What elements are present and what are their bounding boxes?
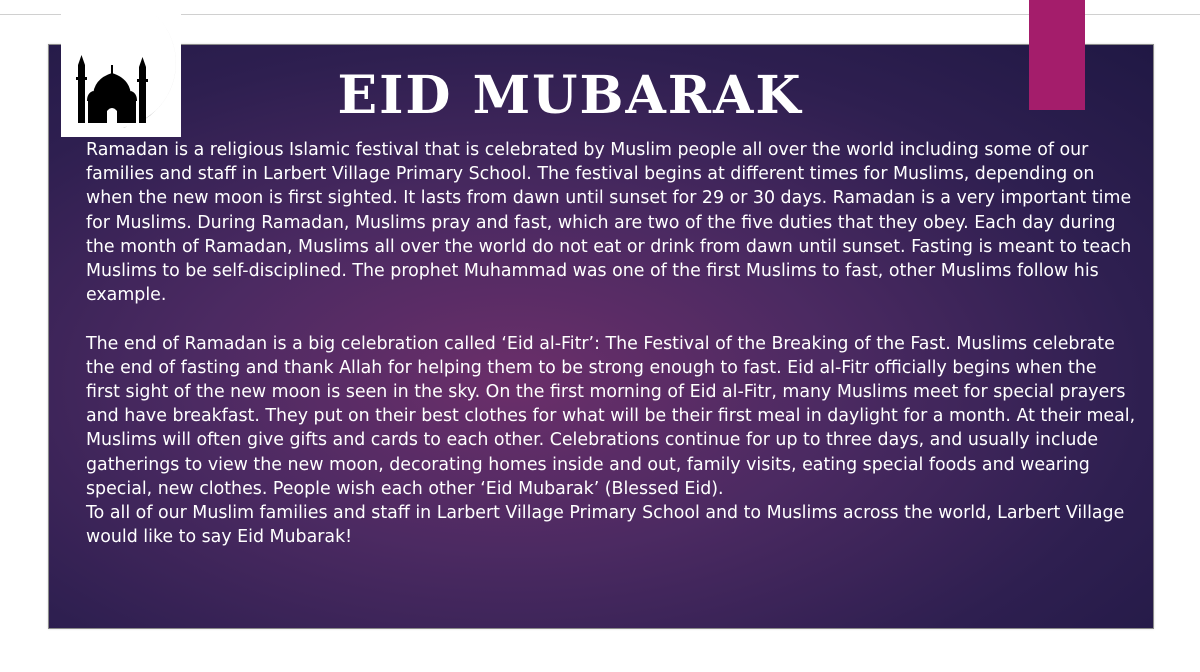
paragraph-spacer: [86, 307, 1136, 331]
paragraph-eid-al-fitr: The end of Ramadan is a big celebration called ‘Eid al-Fitr’: The Festival of the Breaking of the Fast. Muslims celebrate the end of fasting and thank Allah for helping them to be strong enough to fast. Eid al-Fitr officially begins when the first sight of the new moon is seen in the sky. On the first morning of Eid al-Fitr, many Muslims meet for special prayers and have breakfast. They put on their best clothes for what will be their first meal in daylight for a month. At their meal, Muslims will often give gifts and cards to each other. Celebrations continue for up to three days, and usually include gatherings to view the new moon, decorating homes inside and out, family visits, eating special foods and wearing special, new clothes. People wish each other ‘Eid Mubarak’ (Blessed Eid).: [86, 333, 1136, 499]
page-title: EID MUBARAK: [337, 65, 803, 126]
paragraph-greeting: To all of our Muslim families and staff in Larbert Village Primary School and to Muslims across the world, Larbert Village would like to say Eid Mubarak!: [86, 503, 1125, 548]
accent-bar: [1029, 0, 1085, 110]
paragraph-ramadan: Ramadan is a religious Islamic festival that is celebrated by Muslim people all over the world including some of our families and staff in Larbert Village Primary School. The festival begins at different times for Muslims, depending on when the new moon is first sighted. It lasts from dawn until sunset for 29 or 30 days. Ramadan is a very important time for Muslims. During Ramadan, Muslims pray and fast, which are two of the five duties that they obey. Each day during the month of Ramadan, Muslims all over the world do not eat or drink from dawn until sunset. Fasting is meant to teach Muslims to be self-disciplined. The prophet Muhammad was one of the first Muslims to fast, other Muslims follow his example.: [86, 140, 1132, 306]
crescent-mosque-icon: [61, 5, 181, 137]
article-body: [86, 138, 1136, 549]
